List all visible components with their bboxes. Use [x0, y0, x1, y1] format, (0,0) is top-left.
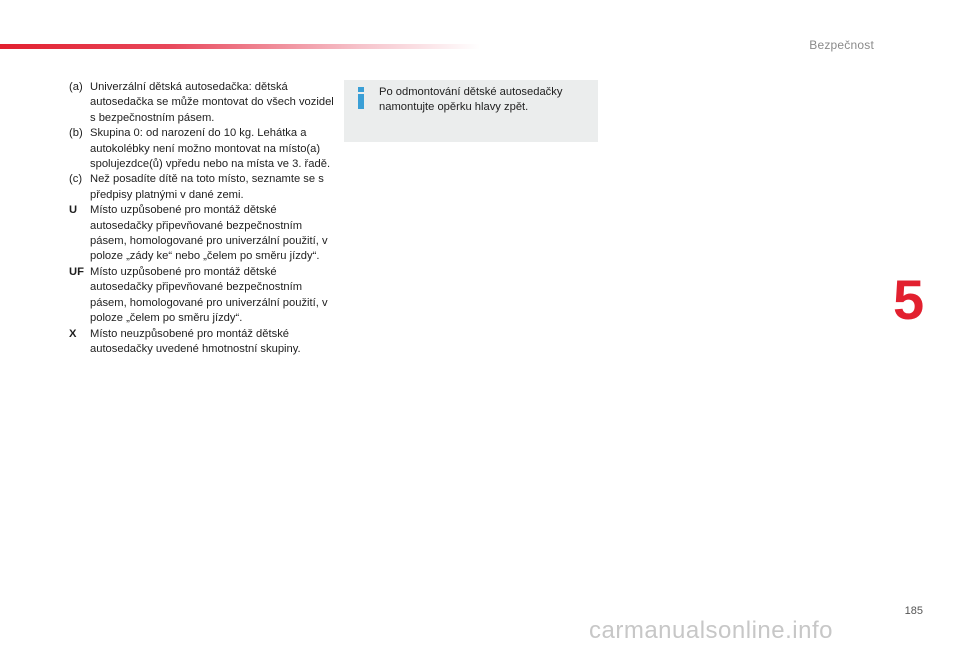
definition-item — [69, 265, 339, 327]
definition-key: U — [69, 204, 78, 217]
info-box — [344, 80, 598, 142]
chapter-number: 5 — [893, 268, 925, 331]
definition-key: (c) — [69, 173, 83, 186]
definition-item — [69, 126, 339, 172]
section-title: Bezpečnost — [809, 38, 874, 52]
definition-key: X — [69, 327, 77, 340]
definition-key: (a) — [69, 81, 83, 93]
definition-item — [69, 327, 339, 358]
definition-item — [69, 80, 339, 126]
definition-text: Místo uzpůsobené pro montáž dětské autosedačky připevňované bezpečnostním pásem, homologované pro univerzální použití, v poloze „zády ke“ nebo „čelem po směru jízdy“. — [90, 204, 328, 263]
definition-item — [69, 172, 339, 203]
definition-text: Místo uzpůsobené pro montáž dětské autosedačky připevňované bezpečnostním pásem, homologované pro univerzální použití, v poloze „čelem po směru jízdy“. — [90, 265, 328, 325]
page-number: 185 — [904, 605, 923, 617]
definition-item — [69, 203, 339, 265]
definitions-list — [69, 80, 339, 357]
info-text: Po odmontování dětské autosedačky namontujte opěrku hlavy zpět. — [379, 86, 563, 114]
header-accent-bar — [0, 44, 480, 49]
definition-text: Místo neuzpůsobené pro montáž dětské autosedačky uvedené hmotnostní skupiny. — [90, 327, 301, 355]
definition-text: Univerzální dětská autosedačka: dětská autosedačka se může montovat do všech vozidel s bezpečnostním pásem. — [90, 81, 334, 124]
watermark-link[interactable]: carmanualsonline.info — [589, 617, 833, 644]
definition-text: Než posadíte dítě na toto místo, seznamte se s předpisy platnými v dané zemi. — [90, 173, 324, 201]
definition-text: Skupina 0: od narození do 10 kg. Lehátka a autokolébky není možno montovat na místo(a) spolujezdce(ů) vpředu nebo na místa ve 3. řadě. — [90, 127, 331, 171]
definition-key: (b) — [69, 127, 83, 140]
definition-key: UF — [69, 265, 84, 278]
info-icon — [356, 87, 366, 110]
